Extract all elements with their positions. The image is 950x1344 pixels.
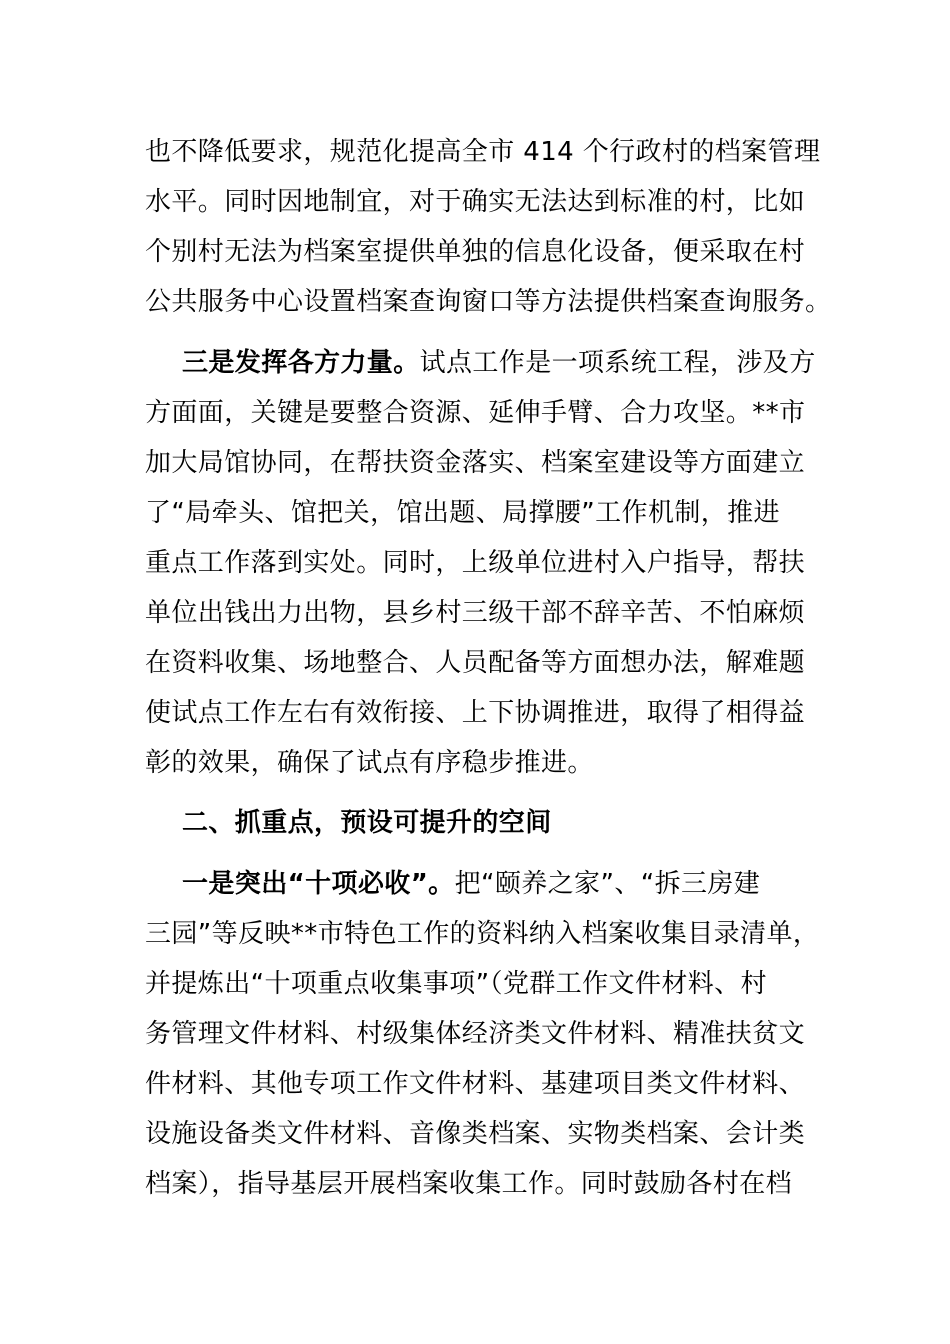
paragraph-line: 单位出钱出力出物，县乡村三级干部不辞辛苦、不怕麻烦 (145, 598, 806, 628)
paragraph-line: 水平。同时因地制宜，对于确实无法达到标准的村，比如 (145, 187, 806, 217)
paragraph-first-line (182, 338, 816, 388)
paragraph-line: 件材料、其他专项工作文件材料、基建项目类文件材料、 (145, 1069, 806, 1099)
section-heading: 二、抓重点，预设可提升的空间 (182, 808, 552, 838)
paragraph-lead: 三是发挥各方力量。 (182, 348, 420, 378)
paragraph-first-line (182, 859, 760, 909)
paragraph-line: 档案），指导基层开展档案收集工作。同时鼓励各村在档 (145, 1169, 793, 1199)
paragraph-line: 重点工作落到实处。同时，上级单位进村入户指导，帮扶 (145, 548, 806, 578)
paragraph-line: 设施设备类文件材料、音像类档案、实物类档案、会计类 (145, 1119, 806, 1149)
paragraph-line: 也不降低要求，规范化提高全市 414 个行政村的档案管理 (145, 137, 821, 167)
paragraph-line: 使试点工作左右有效衔接、上下协调推进，取得了相得益 (145, 698, 806, 728)
paragraph-line: 公共服务中心设置档案查询窗口等方法提供档案查询服务。 (145, 287, 832, 317)
paragraph-line: 彰的效果，确保了试点有序稳步推进。 (145, 748, 594, 778)
paragraph-line: 方面面，关键是要整合资源、延伸手臂、合力攻坚。**市 (145, 398, 806, 428)
paragraph-line: 了“局牵头、馆把关，馆出题、局撑腰”工作机制，推进 (145, 498, 780, 528)
paragraph-line: 在资料收集、场地整合、人员配备等方面想办法，解难题 (145, 648, 806, 678)
paragraph-line: 务管理文件材料、村级集体经济类文件材料、精准扶贫文 (145, 1019, 806, 1049)
paragraph-line: 个别村无法为档案室提供单独的信息化设备，便采取在村 (145, 237, 806, 267)
paragraph-lead: 一是突出“十项必收”。 (182, 869, 455, 899)
paragraph-line: 加大局馆协同，在帮扶资金落实、档案室建设等方面建立 (145, 448, 806, 478)
paragraph-text: 试点工作是一项系统工程，涉及方 (419, 348, 816, 378)
paragraph-text: 把“颐养之家”、“拆三房建 (454, 869, 761, 899)
paragraph-line: 三园”等反映**市特色工作的资料纳入档案收集目录清单， (145, 919, 820, 949)
paragraph-line: 并提炼出“十项重点收集事项”（党群工作文件材料、村 (145, 969, 767, 999)
